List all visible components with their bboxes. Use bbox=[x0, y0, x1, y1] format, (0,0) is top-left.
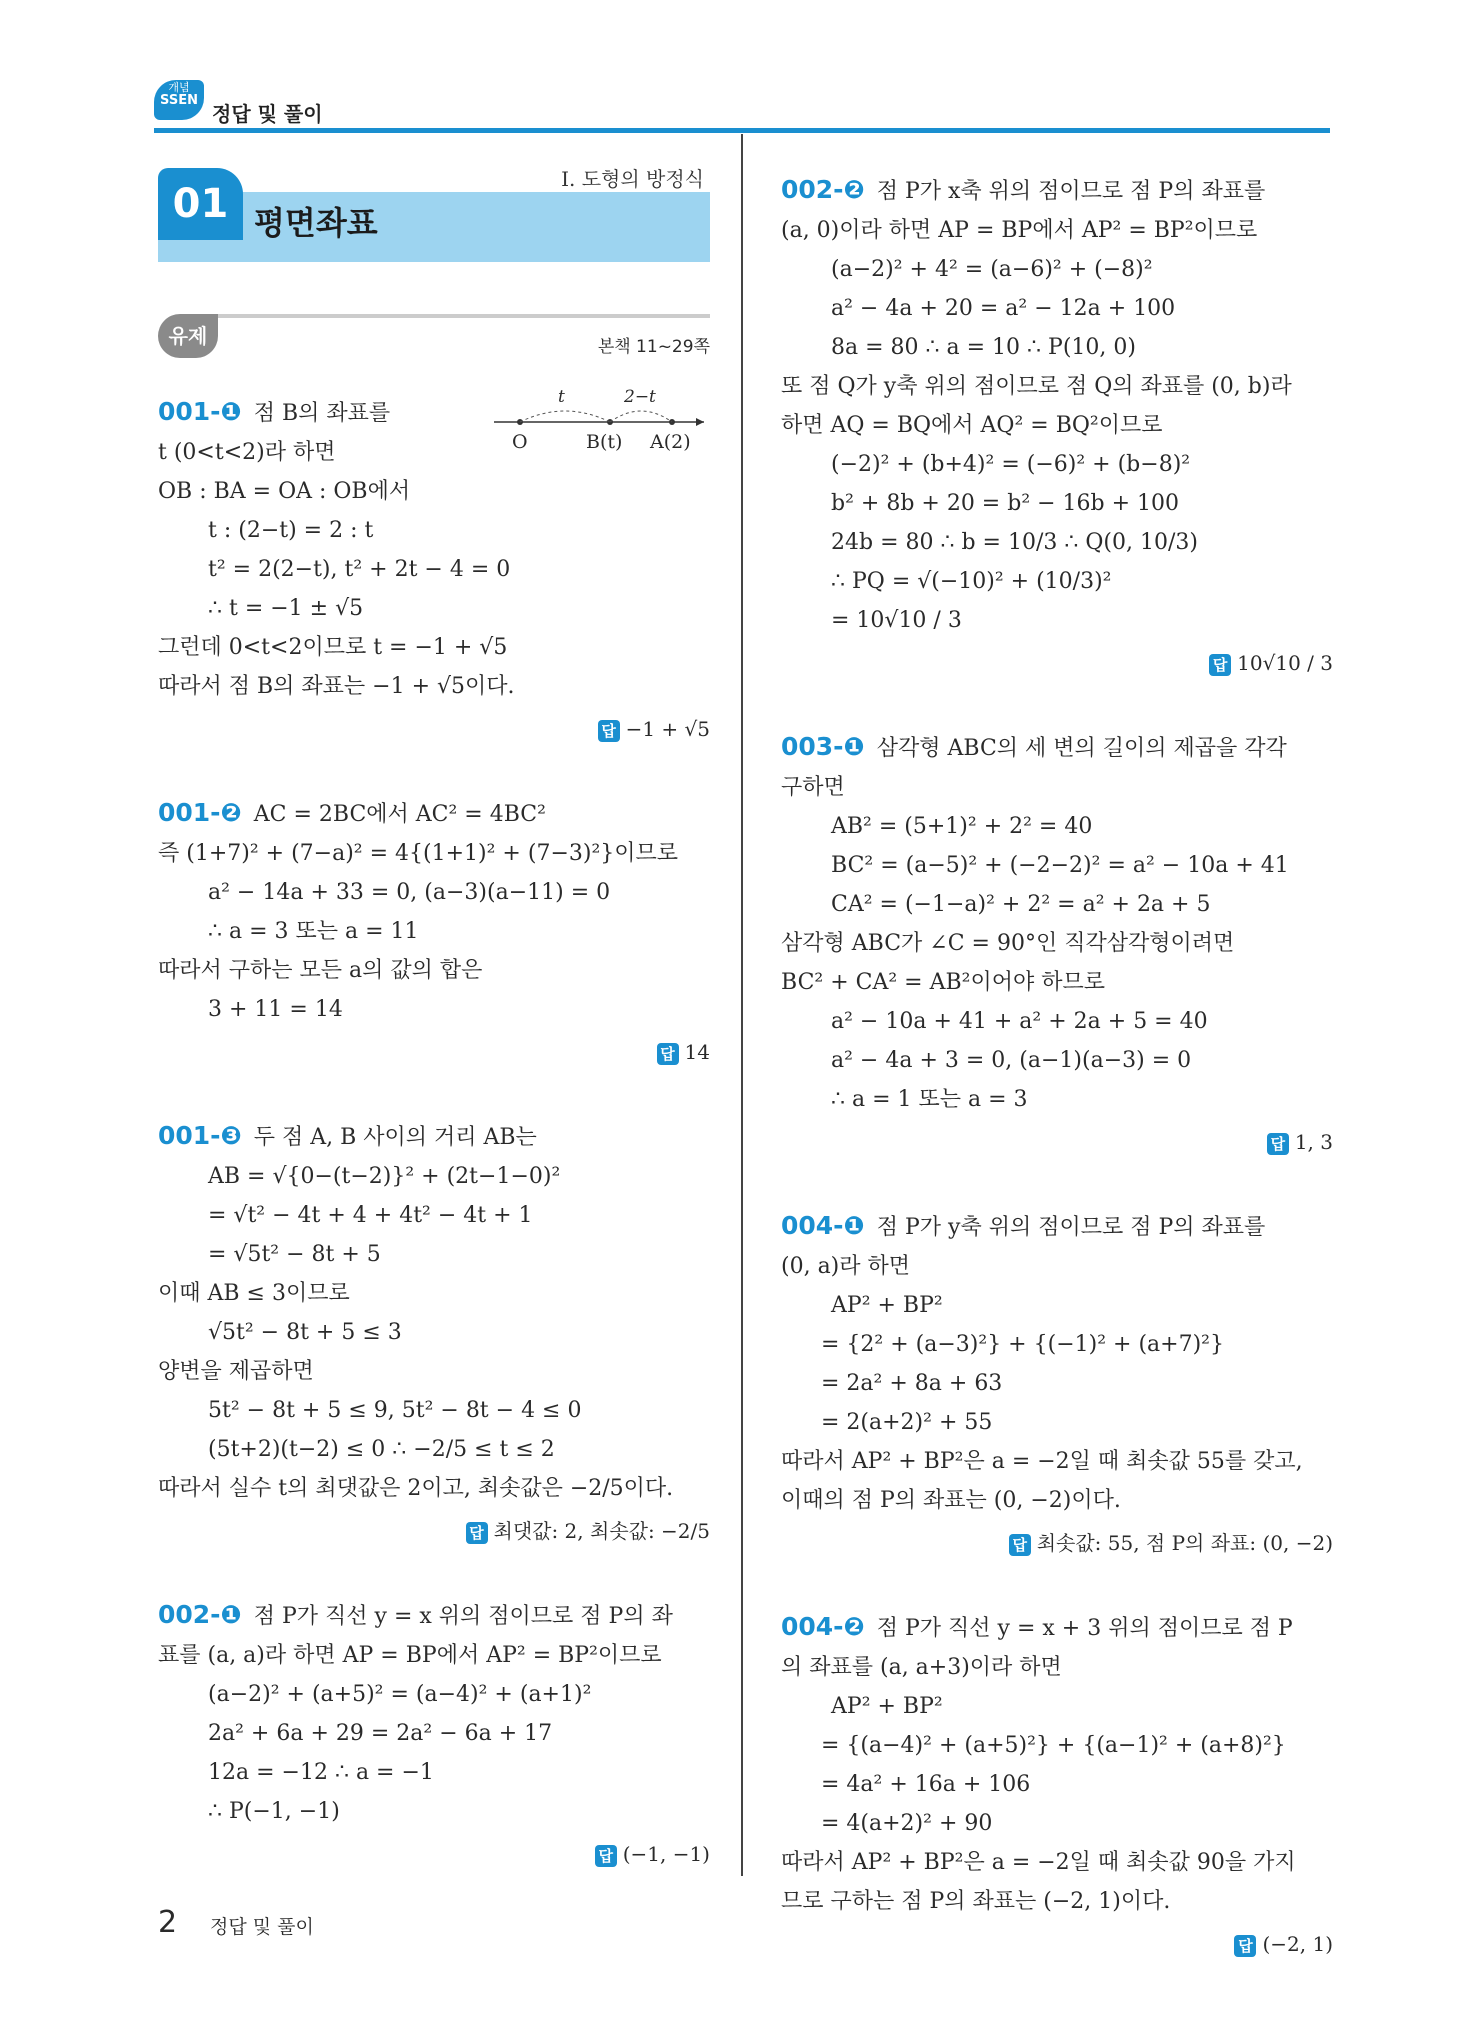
solution-line: AB = √{0−(t−2)}² + (2t−1−0)² bbox=[208, 1164, 561, 1189]
unit-reference: 본책 11~29쪽 bbox=[597, 337, 710, 357]
solution-line: = 10√10 / 3 bbox=[831, 608, 962, 633]
solution-line: 양변을 제곱하면 bbox=[158, 1359, 314, 1384]
solution-line: 5t² − 8t + 5 ≤ 9, 5t² − 8t − 4 ≤ 0 bbox=[208, 1398, 582, 1423]
right-column bbox=[781, 140, 1333, 1964]
answer-value: 1, 3 bbox=[1294, 1130, 1333, 1154]
solution-line: AP² + BP² bbox=[831, 1293, 943, 1318]
solution-line: 따라서 구하는 모든 a의 값의 합은 bbox=[158, 958, 483, 983]
answer-tag: 답 bbox=[1267, 1133, 1289, 1155]
footer-label: 정답 및 풀이 bbox=[210, 1916, 314, 1938]
solution-line: 따라서 점 B의 좌표는 −1 + √5이다. bbox=[158, 674, 515, 699]
solution-line: = 4a² + 16a + 106 bbox=[821, 1772, 1031, 1797]
solution-line: √5t² − 8t + 5 ≤ 3 bbox=[208, 1320, 402, 1345]
header-title: 정답 및 풀이 bbox=[212, 102, 323, 126]
number-line-top-label: t bbox=[558, 387, 565, 407]
right-problem-list bbox=[781, 170, 1333, 1964]
solution-block bbox=[781, 1206, 1333, 1563]
answer-value: 10√10 / 3 bbox=[1237, 651, 1333, 675]
solution-line bbox=[158, 793, 710, 834]
line-text: 점 B의 좌표를 bbox=[253, 401, 391, 426]
solution-line: t (0<t<2)라 하면 bbox=[158, 440, 336, 465]
line-text: 두 점 A, B 사이의 거리 AB는 bbox=[253, 1125, 537, 1150]
brand-logo bbox=[154, 80, 204, 120]
problem-number: 002-❶ bbox=[158, 1600, 242, 1629]
solution-line: ∴ a = 3 또는 a = 11 bbox=[208, 919, 419, 944]
solution-line: ∴ t = −1 ± √5 bbox=[208, 596, 364, 621]
answer-line bbox=[158, 1033, 710, 1072]
line-text: AC = 2BC에서 AC² = 4BC² bbox=[253, 802, 546, 827]
solution-block bbox=[158, 1595, 710, 1874]
solution-line: a² − 4a + 3 = 0, (a−1)(a−3) = 0 bbox=[831, 1048, 1192, 1073]
solution-line: (5t+2)(t−2) ≤ 0 ∴ −2/5 ≤ t ≤ 2 bbox=[208, 1437, 555, 1462]
answer-line bbox=[781, 1123, 1333, 1162]
solution-line: BC² = (a−5)² + (−2−2)² = a² − 10a + 41 bbox=[831, 853, 1289, 878]
solution-line: 이때의 점 P의 좌표는 (0, −2)이다. bbox=[781, 1488, 1121, 1513]
answer-tag: 답 bbox=[657, 1043, 679, 1065]
solution-line: OB : BA = OA : OB에서 bbox=[158, 479, 411, 504]
solution-block bbox=[781, 727, 1333, 1162]
solution-line: 2a² + 6a + 29 = 2a² − 6a + 17 bbox=[208, 1721, 553, 1746]
solution-block bbox=[781, 170, 1333, 683]
answer-tag: 답 bbox=[1009, 1534, 1031, 1556]
solution-line: AB² = (5+1)² + 2² = 40 bbox=[831, 814, 1093, 839]
solution-line: ∴ PQ = √(−10)² + (10/3)² bbox=[831, 569, 1112, 594]
line-text: 점 P가 y축 위의 점이므로 점 P의 좌표를 bbox=[876, 1215, 1266, 1240]
answer-tag: 답 bbox=[595, 1845, 617, 1867]
solution-line: AP² + BP² bbox=[831, 1694, 943, 1719]
answer-value: −1 + √5 bbox=[625, 717, 710, 741]
answer-value: 14 bbox=[684, 1040, 710, 1064]
solution-line: (a−2)² + (a+5)² = (a−4)² + (a+1)² bbox=[208, 1682, 592, 1707]
answer-value: 최솟값: 55, 점 P의 좌표: (0, −2) bbox=[1036, 1531, 1333, 1555]
left-column bbox=[158, 140, 710, 1874]
solution-line: = 2a² + 8a + 63 bbox=[821, 1371, 1003, 1396]
line-text: 점 P가 직선 y = x + 3 위의 점이므로 점 P bbox=[876, 1616, 1293, 1641]
header-rule bbox=[154, 128, 1330, 133]
problem-number: 004-❷ bbox=[781, 1612, 865, 1641]
solution-line: 그런데 0<t<2이므로 t = −1 + √5 bbox=[158, 635, 508, 660]
solution-line: ∴ P(−1, −1) bbox=[208, 1799, 340, 1824]
solution-line: a² − 14a + 33 = 0, (a−3)(a−11) = 0 bbox=[208, 880, 611, 905]
solution-line: 즉 (1+7)² + (7−a)² = 4{(1+1)² + (7−3)²}이므로 bbox=[158, 841, 679, 866]
number-line-label: O bbox=[512, 431, 528, 453]
solution-line: 삼각형 ABC가 ∠C = 90°인 직각삼각형이려면 bbox=[781, 931, 1235, 956]
solution-line bbox=[781, 170, 1333, 211]
answer-tag: 답 bbox=[1209, 654, 1231, 676]
answer-line bbox=[158, 710, 710, 749]
problem-number: 003-❶ bbox=[781, 732, 865, 761]
solution-line: 또 점 Q가 y축 위의 점이므로 점 Q의 좌표를 (0, b)라 bbox=[781, 374, 1292, 399]
solution-line: 므로 구하는 점 P의 좌표는 (−2, 1)이다. bbox=[781, 1889, 1171, 1914]
line-text: 점 P가 x축 위의 점이므로 점 P의 좌표를 bbox=[876, 179, 1266, 204]
problem-number: 004-❶ bbox=[781, 1211, 865, 1240]
solution-line: 이때 AB ≤ 3이므로 bbox=[158, 1281, 350, 1306]
problem-number: 001-❶ bbox=[158, 397, 242, 426]
solution-line: ∴ a = 1 또는 a = 3 bbox=[831, 1087, 1028, 1112]
solution-line: 따라서 AP² + BP²은 a = −2일 때 최솟값 55를 갖고, bbox=[781, 1449, 1303, 1474]
solution-line: = {(a−4)² + (a+5)²} + {(a−1)² + (a+8)²} bbox=[821, 1733, 1286, 1758]
solution-line: = √5t² − 8t + 5 bbox=[208, 1242, 381, 1267]
chapter-heading bbox=[158, 150, 710, 262]
left-problem-list bbox=[158, 387, 710, 1874]
problem-number: 002-❷ bbox=[781, 175, 865, 204]
answer-line bbox=[781, 644, 1333, 683]
answer-line bbox=[158, 1512, 710, 1551]
number-line-diagram bbox=[490, 387, 710, 462]
number-line-top-label: 2−t bbox=[624, 387, 656, 407]
unit-heading bbox=[158, 312, 710, 360]
answer-line bbox=[158, 1835, 710, 1874]
solution-line: BC² + CA² = AB²이어야 하므로 bbox=[781, 970, 1105, 995]
answer-tag: 답 bbox=[598, 720, 620, 742]
solution-block bbox=[781, 1607, 1333, 1964]
solution-line bbox=[781, 1206, 1333, 1247]
number-line-label: A(2) bbox=[650, 431, 691, 453]
solution-line: 8a = 80 ∴ a = 10 ∴ P(10, 0) bbox=[831, 335, 1136, 360]
solution-line: 12a = −12 ∴ a = −1 bbox=[208, 1760, 434, 1785]
unit-label: 유제 bbox=[158, 314, 218, 358]
solution-line bbox=[781, 1607, 1333, 1648]
answer-value: (−1, −1) bbox=[622, 1842, 710, 1866]
solution-line: 표를 (a, a)라 하면 AP = BP에서 AP² = BP²이므로 bbox=[158, 1643, 662, 1668]
solution-line: 3 + 11 = 14 bbox=[208, 997, 343, 1022]
solution-line: 구하면 bbox=[781, 775, 845, 800]
line-text: 삼각형 ABC의 세 변의 길이의 제곱을 각각 bbox=[876, 736, 1287, 761]
solution-line: 하면 AQ = BQ에서 AQ² = BQ²이므로 bbox=[781, 413, 1163, 438]
solution-line: (−2)² + (b+4)² = (−6)² + (b−8)² bbox=[831, 452, 1191, 477]
chapter-part: I. 도형의 방정식 bbox=[561, 167, 704, 191]
answer-value: (−2, 1) bbox=[1262, 1932, 1333, 1956]
logo-bottom-text: SSEN bbox=[160, 93, 198, 109]
chapter-number: 01 bbox=[158, 168, 243, 240]
solution-block bbox=[158, 1116, 710, 1551]
solution-line: t : (2−t) = 2 : t bbox=[208, 518, 374, 543]
unit-rule bbox=[208, 314, 710, 318]
solution-block bbox=[158, 793, 710, 1072]
solution-line: 따라서 AP² + BP²은 a = −2일 때 최솟값 90을 가지 bbox=[781, 1850, 1296, 1875]
chapter-name: 평면좌표 bbox=[254, 204, 378, 242]
solution-line: 24b = 80 ∴ b = 10/3 ∴ Q(0, 10/3) bbox=[831, 530, 1198, 555]
answer-line bbox=[781, 1925, 1333, 1964]
answer-value: 최댓값: 2, 최솟값: −2/5 bbox=[493, 1519, 710, 1543]
solution-line: 의 좌표를 (a, a+3)이라 하면 bbox=[781, 1655, 1062, 1680]
line-text: 점 P가 직선 y = x 위의 점이므로 점 P의 좌 bbox=[253, 1604, 673, 1629]
page-number: 2 bbox=[158, 1905, 178, 1940]
solution-line bbox=[158, 1595, 710, 1636]
number-line-label: B(t) bbox=[586, 431, 623, 453]
answer-tag: 답 bbox=[466, 1522, 488, 1544]
solution-line: (a−2)² + 4² = (a−6)² + (−8)² bbox=[831, 257, 1153, 282]
column-divider bbox=[741, 134, 743, 1876]
problem-number: 001-❸ bbox=[158, 1121, 242, 1150]
solution-line: (0, a)라 하면 bbox=[781, 1254, 911, 1279]
solution-line bbox=[781, 727, 1333, 768]
solution-line: t² = 2(2−t), t² + 2t − 4 = 0 bbox=[208, 557, 511, 582]
solution-line bbox=[158, 1116, 710, 1157]
chapter-band-bottom bbox=[158, 240, 710, 262]
solution-line: (a, 0)이라 하면 AP = BP에서 AP² = BP²이므로 bbox=[781, 218, 1258, 243]
solution-line: b² + 8b + 20 = b² − 16b + 100 bbox=[831, 491, 1180, 516]
solution-line: 따라서 실수 t의 최댓값은 2이고, 최솟값은 −2/5이다. bbox=[158, 1476, 674, 1501]
axis-arrow bbox=[696, 418, 704, 426]
solution-line: = √t² − 4t + 4 + 4t² − 4t + 1 bbox=[208, 1203, 533, 1228]
answer-line bbox=[781, 1524, 1333, 1563]
solution-line: a² − 4a + 20 = a² − 12a + 100 bbox=[831, 296, 1176, 321]
solution-line: CA² = (−1−a)² + 2² = a² + 2a + 5 bbox=[831, 892, 1211, 917]
arc-ba bbox=[610, 411, 672, 422]
logo-top-text: 개념 bbox=[168, 81, 190, 94]
answer-tag: 답 bbox=[1234, 1935, 1256, 1957]
solution-line: = 4(a+2)² + 90 bbox=[821, 1811, 993, 1836]
solution-line: = {2² + (a−3)²} + {(−1)² + (a+7)²} bbox=[821, 1332, 1224, 1357]
arc-ob bbox=[520, 411, 610, 422]
problem-number: 001-❷ bbox=[158, 798, 242, 827]
solution-line: = 2(a+2)² + 55 bbox=[821, 1410, 993, 1435]
solution-line: a² − 10a + 41 + a² + 2a + 5 = 40 bbox=[831, 1009, 1208, 1034]
